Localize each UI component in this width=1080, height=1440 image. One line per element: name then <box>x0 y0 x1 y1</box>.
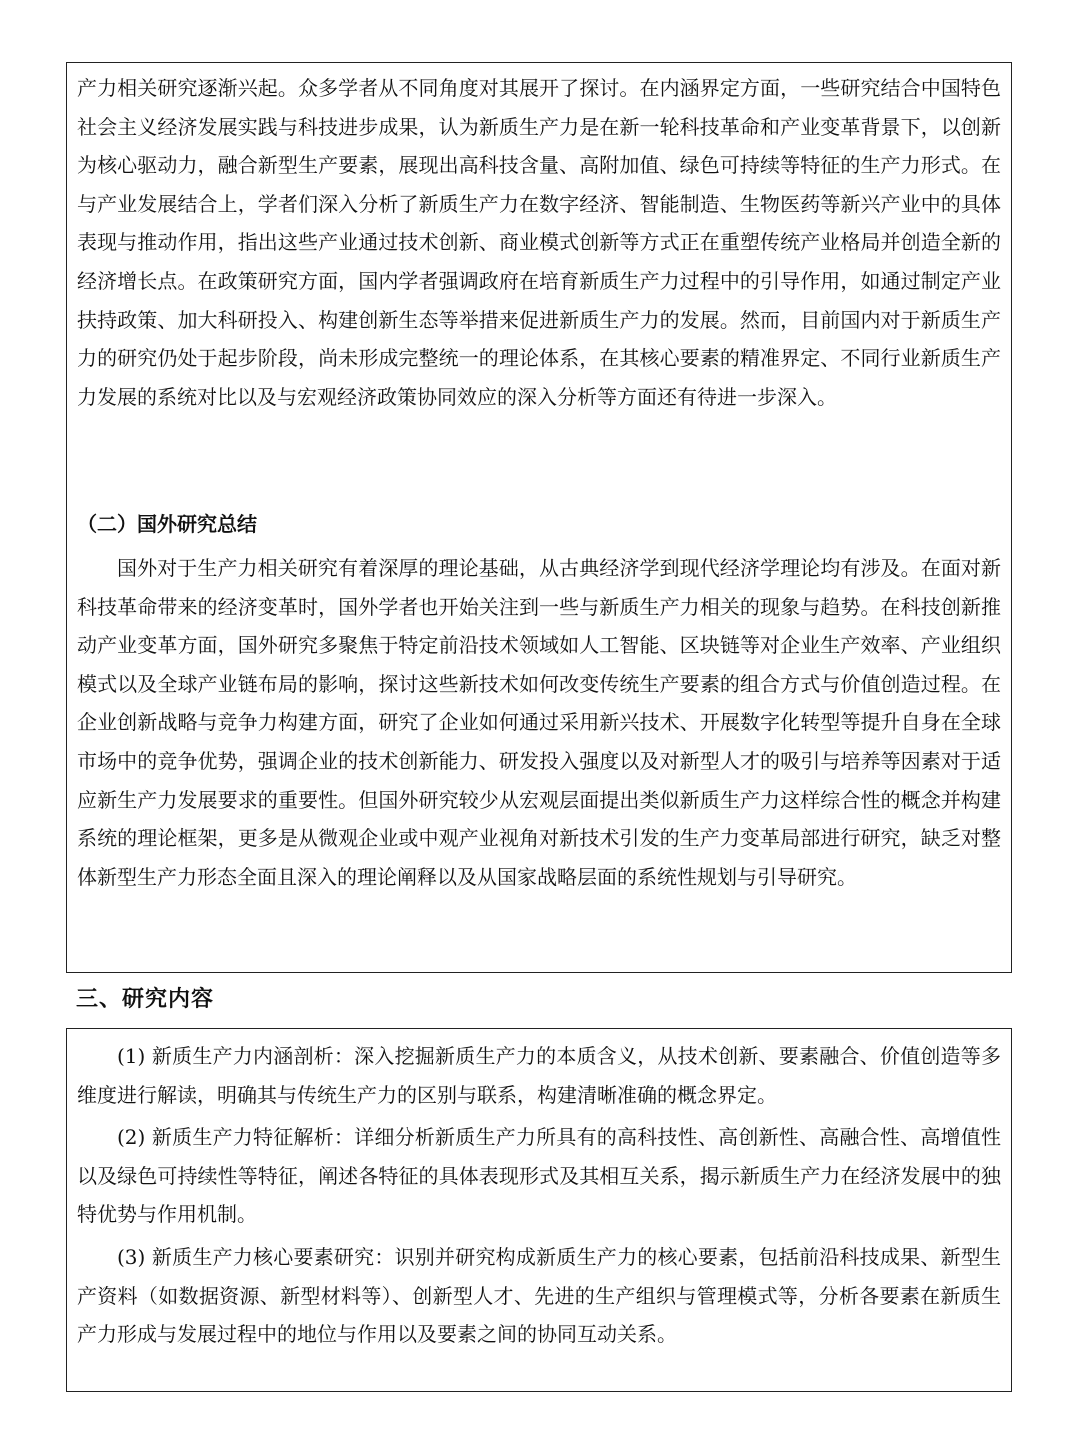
research-item-core-elements: (3) 新质生产力核心要素研究：识别并研究构成新质生产力的核心要素，包括前沿科技成果、新型生产资料（如数据资源、新型材料等）、创新型人才、先进的生产组织与管理模式等，分析各要素在新质生产力形成与发展过程中的地位与作用以及要素之间的协同互动关系。 <box>77 1244 1001 1347</box>
research-content-heading: 三、研究内容 <box>76 987 215 1012</box>
foreign-research-subheading: （二）国外研究总结 <box>77 512 257 536</box>
foreign-research-paragraph: 国外对于生产力相关研究有着深厚的理论基础，从古典经济学到现代经济学理论均有涉及。在面对新科技革命带来的经济变革时，国外学者也开始关注到一些与新质生产力相关的现象与趋势。在科技创新推动产业变革方面，国外研究多聚焦于特定前沿技术领域如人工智能、区块链等对企业生产效率、产业组织模式以及全球产业链布局的影响，探讨这些新技术如何改变传统生产要素的组合方式与价值创造过程。在企业创新战略与竞争力构建方面，研究了企业如何通过采用新兴技术、开展数字化转型等提升自身在全球市场中的竞争优势，强调企业的技术创新能力、研发投入强度以及对新型人才的吸引与培养等因素对于适应新生产力发展要求的重要性。但国外研究较少从宏观层面提出类似新质生产力这样综合性的概念并构建系统的理论框架，更多是从微观企业或中观产业视角对新技术引发的生产力变革局部进行研究，缺乏对整体新型生产力形态全面且深入的理论阐释以及从国家战略层面的系统性规划与引导研究。 <box>77 556 1001 889</box>
research-content-box <box>66 1028 1012 1392</box>
domestic-research-paragraph: 产力相关研究逐渐兴起。众多学者从不同角度对其展开了探讨。在内涵界定方面，一些研究结合中国特色社会主义经济发展实践与科技进步成果，认为新质生产力是在新一轮科技革命和产业变革背景下，以创新为核心驱动力，融合新型生产要素，展现出高科技含量、高附加值、绿色可持续等特征的生产力形式。在与产业发展结合上，学者们深入分析了新质生产力在数字经济、智能制造、生物医药等新兴产业中的具体表现与推动作用，指出这些产业通过技术创新、商业模式创新等方式正在重塑传统产业格局并创造全新的经济增长点。在政策研究方面，国内学者强调政府在培育新质生产力过程中的引导作用，如通过制定产业扶持政策、加大科研投入、构建创新生态等举措来促进新质生产力的发展。然而，目前国内对于新质生产力的研究仍处于起步阶段，尚未形成完整统一的理论体系，在其核心要素的精准界定、不同行业新质生产力发展的系统对比以及与宏观经济政策协同效应的深入分析等方面还有待进一步深入。 <box>77 76 1001 409</box>
research-item-connotation: (1) 新质生产力内涵剖析：深入挖掘新质生产力的本质含义，从技术创新、要素融合、价值创造等多维度进行解读，明确其与传统生产力的区别与联系，构建清晰准确的概念界定。 <box>77 1044 1001 1107</box>
research-item-characteristics: (2) 新质生产力特征解析：详细分析新质生产力所具有的高科技性、高创新性、高融合性、高增值性以及绿色可持续性等特征，阐述各特征的具体表现形式及其相互关系，揭示新质生产力在经济发展中的独特优势与作用机制。 <box>77 1125 1001 1227</box>
domestic-foreign-research-box <box>66 62 1012 973</box>
